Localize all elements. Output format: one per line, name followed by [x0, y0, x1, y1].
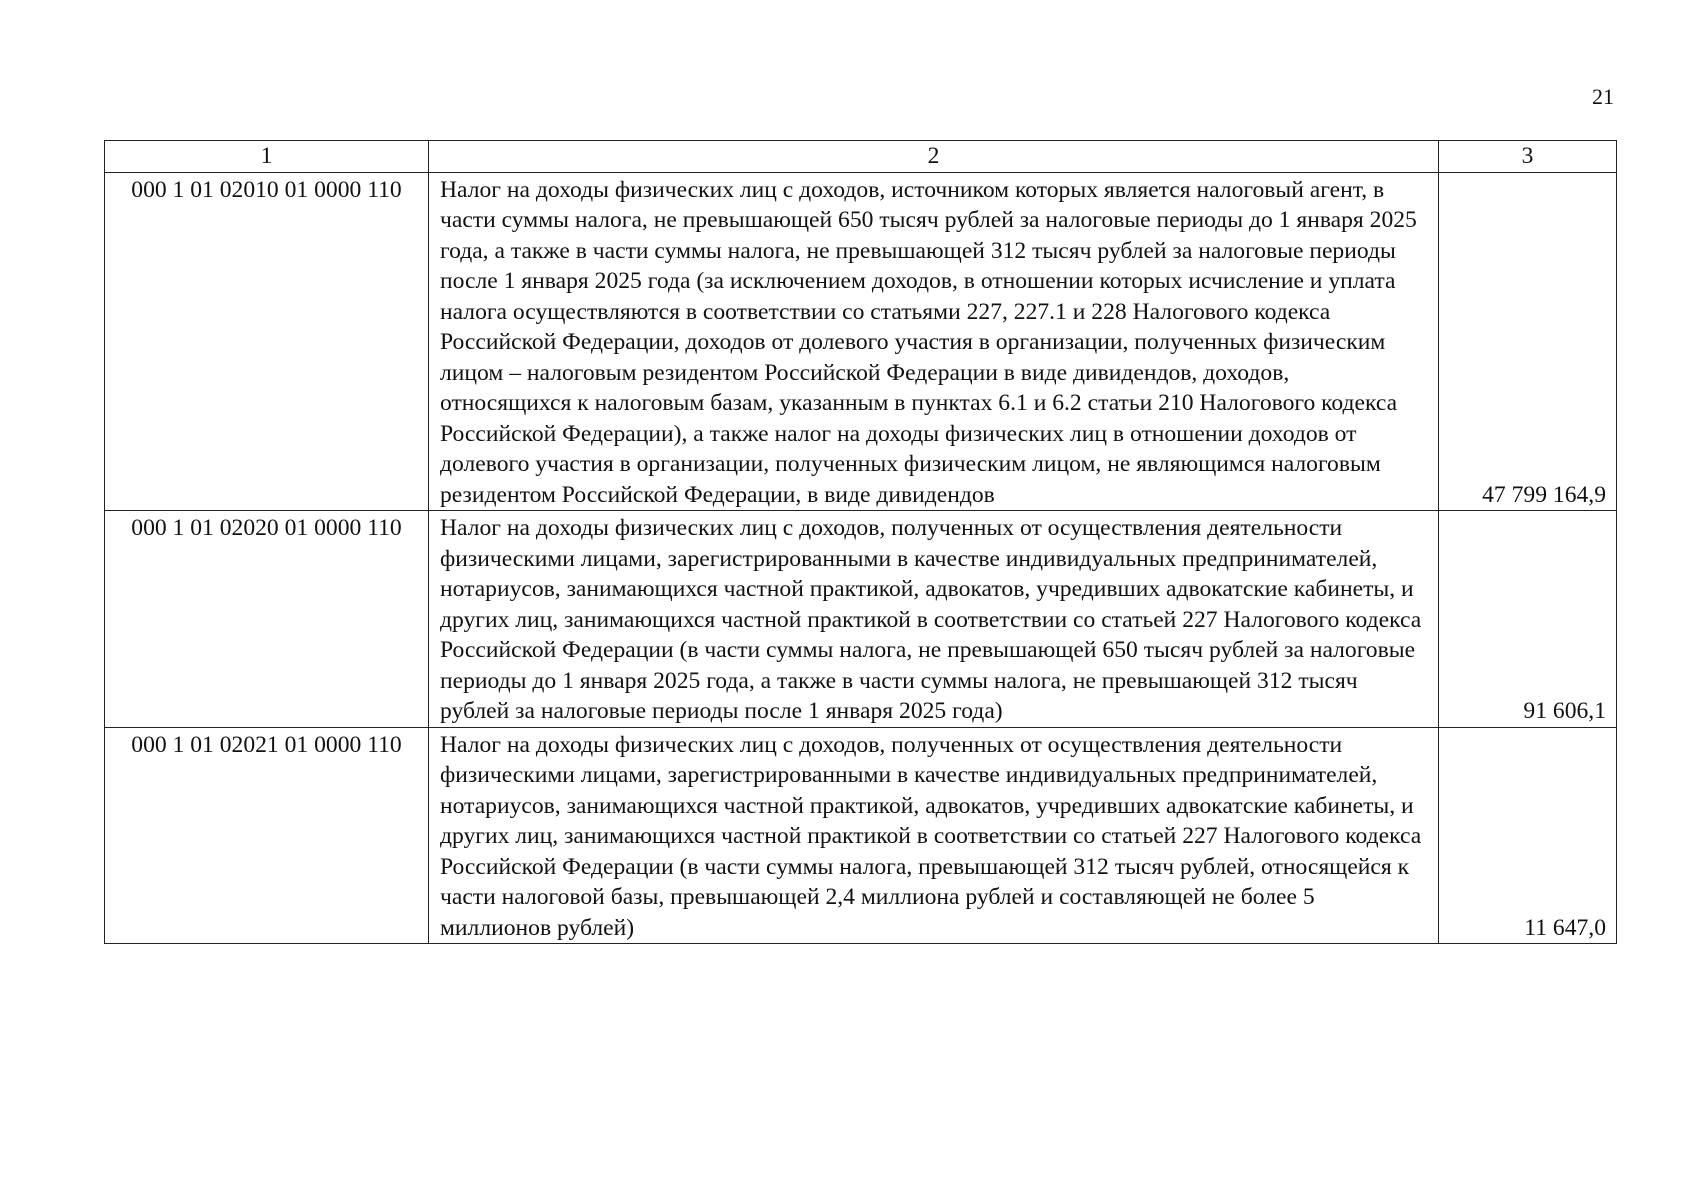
revenue-table [104, 140, 1617, 944]
revenue-name-cell: Налог на доходы физических лиц с доходов, полученных от осуществления деятельности физическими лицами, зарегистрированными в качестве индивидуальных предпринимателей, нотариусов, занимающихся частной практикой, адвокатов, учредивших адвокатские кабинеты, и других лиц, занимающихся частной практикой в соответствии со статьей 227 Налогового кодекса Российской Федерации (в части суммы налога, не превышающей 650 тысяч рублей за налоговые периоды до 1 января 2025 года, а также в части суммы налога, не превышающей 312 тысяч рублей за налоговые периоды после 1 января 2025 года) [429, 511, 1439, 728]
revenue-name-cell: Налог на доходы физических лиц с доходов, полученных от осуществления деятельности физическими лицами, зарегистрированными в качестве индивидуальных предпринимателей, нотариусов, занимающихся частной практикой, адвокатов, учредивших адвокатские кабинеты, и других лиц, занимающихся частной практикой в соответствии со статьей 227 Налогового кодекса Российской Федерации (в части суммы налога, превышающей 312 тысяч рублей, относящейся к части налоговой базы, превышающей 2,4 миллиона рублей и составляющей не более 5 миллионов рублей) [429, 727, 1439, 944]
budget-code-cell: 000 1 01 02021 01 0000 110 [105, 727, 429, 944]
revenue-name-cell: Налог на доходы физических лиц с доходов, источником которых является налоговый агент, в части суммы налога, не превышающей 650 тысяч рублей за налоговые периоды до 1 января 2025 года, а также в части суммы налога, не превышающей 312 тысяч рублей за налоговые периоды после 1 января 2025 года (за исключением доходов, в отношении которых исчисление и уплата налога осуществляются в соответствии со статьями 227, 227.1 и 228 Налогового кодекса Российской Федерации, доходов от долевого участия в организации, полученных физическим лицом – налоговым резидентом Российской Федерации в виде дивидендов, доходов, относящихся к налоговым базам, указанным в пунктах 6.1 и 6.2 статьи 210 Налогового кодекса Российской Федерации), а также налог на доходы физических лиц в отношении доходов от долевого участия в организации, полученных физическим лицом, не являющимся налоговым резидентом Российской Федерации, в виде дивидендов [429, 172, 1439, 511]
amount-cell: 47 799 164,9 [1439, 172, 1617, 511]
column-header-code: 1 [105, 141, 429, 173]
page-number: 21 [1592, 84, 1614, 109]
table-header [105, 141, 1617, 173]
budget-code-cell: 000 1 01 02010 01 0000 110 [105, 172, 429, 511]
header-row [105, 141, 1617, 173]
table-body [105, 172, 1617, 944]
table-row [105, 172, 1617, 511]
column-header-name: 2 [429, 141, 1439, 173]
column-header-value: 3 [1439, 141, 1617, 173]
table-row [105, 511, 1617, 728]
amount-cell: 11 647,0 [1439, 727, 1617, 944]
budget-code-cell: 000 1 01 02020 01 0000 110 [105, 511, 429, 728]
table-row [105, 727, 1617, 944]
amount-cell: 91 606,1 [1439, 511, 1617, 728]
